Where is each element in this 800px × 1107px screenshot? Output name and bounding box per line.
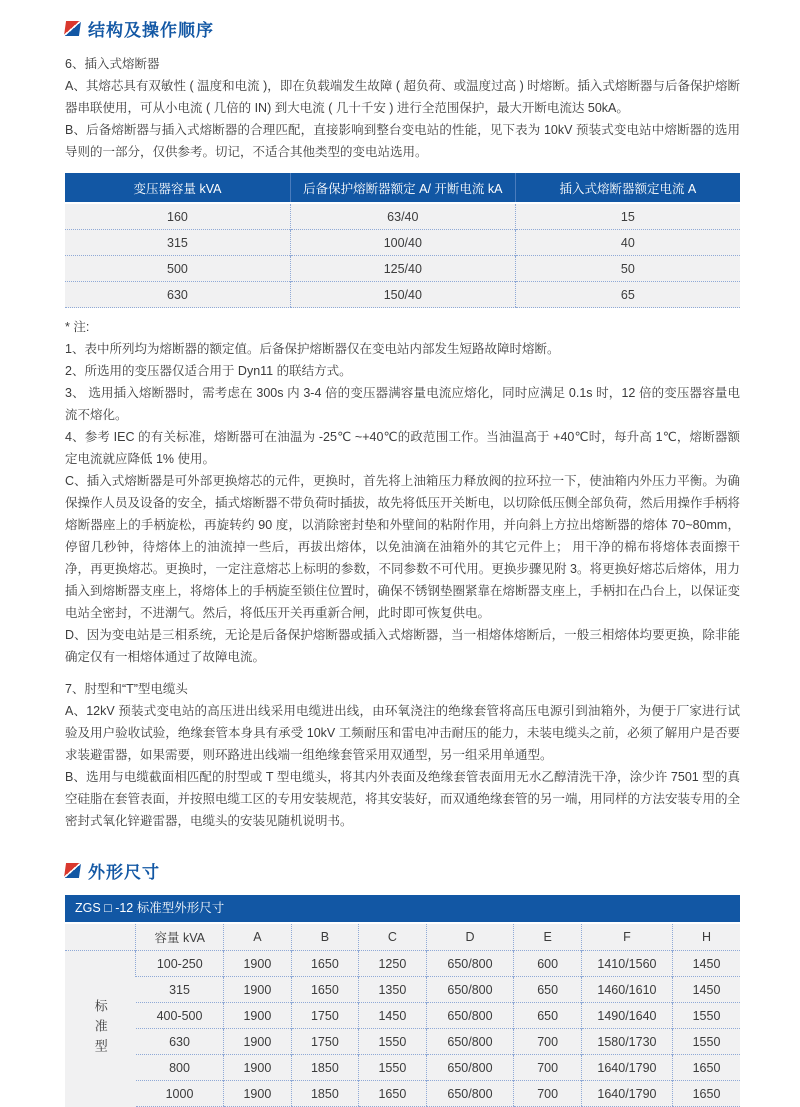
- row-group-label: 标准型: [65, 951, 136, 1107]
- table-cell: 1350: [359, 977, 427, 1003]
- table-cell: 1850: [291, 1055, 359, 1081]
- table-cell: 1640/1790: [581, 1081, 672, 1107]
- table-cell: 1750: [291, 1029, 359, 1055]
- table-cell: 700: [514, 1029, 582, 1055]
- section-title: 结构及操作顺序: [88, 21, 214, 40]
- table-row: [65, 230, 740, 256]
- para-7b: B、选用与电缆截面相匹配的肘型或 T 型电缆头，将其内外表面及绝缘套管表面用无水乙醇清洗干净，涂少许 7501 型的真空硅脂在套管表面，并按照电缆工区的专用安装规范，将其安装好，而双通绝缘套管的另一端，用同样的方法安装专用的全密封式氧化锌避雷器，电缆头的安装见随机说明书。: [65, 770, 741, 828]
- dimensions-table: [65, 922, 740, 1107]
- stub-header-cell: [65, 923, 136, 951]
- table-cell: 650/800: [426, 977, 514, 1003]
- table-row: [65, 1003, 740, 1029]
- table-cell: 1550: [359, 1029, 427, 1055]
- col-header: B: [291, 923, 359, 951]
- table-row: [65, 203, 740, 230]
- table-cell: 1650: [291, 977, 359, 1003]
- table-cell: 1650: [673, 1081, 741, 1107]
- table-cell: 1650: [359, 1081, 427, 1107]
- table-cell: 1460/1610: [581, 977, 672, 1003]
- table-cell: 600: [514, 951, 582, 977]
- section-title: 外形尺寸: [88, 863, 160, 882]
- note-d: D、因为变电站是三相系统，无论是后备保护熔断器或插入式熔断器，当一相熔体熔断后，一般三相熔体均要更换，除非能确定仅有一相熔体通过了故障电流。: [65, 628, 740, 664]
- notes-title: * 注:: [65, 320, 90, 334]
- table-row: [65, 1081, 740, 1107]
- table-cell: 100-250: [136, 951, 224, 977]
- table-cell: 700: [514, 1055, 582, 1081]
- table-cell: 50: [515, 256, 740, 282]
- table-cell: 1450: [673, 951, 741, 977]
- table-cell: 650: [514, 1003, 582, 1029]
- table-cell: 1410/1560: [581, 951, 672, 977]
- table-cell: 650: [514, 977, 582, 1003]
- section-7-block: [65, 678, 740, 832]
- col-header: 插入式熔断器额定电流 A: [515, 173, 740, 203]
- section-corner-icon: [64, 21, 81, 36]
- col-header: 容量 kVA: [136, 923, 224, 951]
- para-6b: B、后备熔断器与插入式熔断器的合理匹配，直接影响到整台变电站的性能，见下表为 10kV 预装式变电站中熔断器的选用导则的一部分，仅供参考。切记，不适合其他类型的变电站选用。: [65, 123, 740, 159]
- table-row: [65, 1029, 740, 1055]
- table-cell: 1900: [224, 1003, 292, 1029]
- col-header: 后备保护熔断器额定 A/ 开断电流 kA: [290, 173, 515, 203]
- table-header-row: [65, 173, 740, 203]
- table-cell: 1250: [359, 951, 427, 977]
- table-row: [65, 256, 740, 282]
- table-cell: 1640/1790: [581, 1055, 672, 1081]
- table-cell: 1450: [359, 1003, 427, 1029]
- table-cell: 650/800: [426, 1003, 514, 1029]
- table-cell: 1850: [291, 1081, 359, 1107]
- table-cell: 800: [136, 1055, 224, 1081]
- table-cell: 1750: [291, 1003, 359, 1029]
- notes-block: [65, 316, 740, 668]
- note-1: 1、表中所列均为熔断器的额定值。后备保护熔断器仅在变电站内部发生短路故障时熔断。: [65, 342, 560, 356]
- dimensions-table-title: ZGS □ -12 标准型外形尺寸: [65, 895, 740, 922]
- table-cell: 1900: [224, 1055, 292, 1081]
- section-header-dimensions: [65, 858, 740, 883]
- table-row: [65, 1055, 740, 1081]
- table-cell: 1550: [673, 1029, 741, 1055]
- table-cell: 1650: [673, 1055, 741, 1081]
- table-cell: 1490/1640: [581, 1003, 672, 1029]
- col-header: D: [426, 923, 514, 951]
- table-row: [65, 977, 740, 1003]
- table-cell: 63/40: [290, 203, 515, 230]
- note-c: C、插入式熔断器是可外部更换熔芯的元件，更换时，首先将上油箱压力释放阀的拉环拉一下，使油箱内外压力平衡。为确保操作人员及设备的安全，插式熔断器不带负荷时插拔，故先将低压开关断电，以切除低压侧全部负荷，然后用操作手柄将熔断器座上的手柄旋松，再旋转约 90 度，以消除密封垫和外壁间的粘附作用，并向斜上方拉出熔断器的熔体 70~80mm，停留几秒钟，待熔体上的油流掉一些后，再拔出熔体，以免油滴在油箱外的其它元件上； 用干净的棉布将熔体表面擦干净，再更换熔芯。更换时，一定注意熔芯上标明的参数，不同参数不可代用。更换步骤见附 3。将更换好熔芯后熔体，用力插入到熔断器支座上，将熔体上的手柄旋至锁住位置时，确保不锈钢垫圈紧靠在熔断器支座上，手柄扣在凸台上，以保证变电站全密封，不进潮气。然后，将低压开关再重新合闸，此时即可恢复供电。: [65, 474, 741, 620]
- para-6a: A、其熔芯具有双敏性 ( 温度和电流 )，即在负载端发生故障 ( 超负荷、或温度过高 ) 时熔断。插入式熔断器与后备保护熔断器串联使用，可从小电流 ( 几倍的 IN) 到大电流 ( 几十千安 ) 进行全范围保护，最大开断电流达 50kA。: [65, 79, 740, 115]
- dimensions-table-wrap: [65, 895, 740, 1107]
- table-cell: 15: [515, 203, 740, 230]
- table-cell: 100/40: [290, 230, 515, 256]
- para-7-title: 7、肘型和“T”型电缆头: [65, 682, 188, 696]
- note-4: 4、参考 IEC 的有关标准，熔断器可在油温为 -25℃ ~+40℃的政范围工作。当油温高于 +40℃时，每升高 1℃，熔断器额定电流就应降低 1% 使用。: [65, 430, 740, 466]
- table-cell: 1900: [224, 1081, 292, 1107]
- note-2: 2、所选用的变压器仅适合用于 Dyn11 的联结方式。: [65, 364, 352, 378]
- col-header: H: [673, 923, 741, 951]
- fuse-selection-table: [65, 173, 740, 308]
- table-row: [65, 951, 740, 977]
- table-cell: 65: [515, 282, 740, 308]
- table-cell: 315: [136, 977, 224, 1003]
- col-header: C: [359, 923, 427, 951]
- table-cell: 1900: [224, 951, 292, 977]
- table-cell: 1580/1730: [581, 1029, 672, 1055]
- col-header: F: [581, 923, 672, 951]
- table-cell: 1900: [224, 977, 292, 1003]
- table-cell: 1550: [359, 1055, 427, 1081]
- table-cell: 650/800: [426, 1029, 514, 1055]
- table-cell: 125/40: [290, 256, 515, 282]
- table-cell: 650/800: [426, 951, 514, 977]
- table-cell: 700: [514, 1081, 582, 1107]
- section-header-structure: [65, 16, 740, 41]
- table-cell: 650/800: [426, 1055, 514, 1081]
- table-cell: 630: [65, 282, 290, 308]
- table-cell: 315: [65, 230, 290, 256]
- para-7a: A、12kV 预装式变电站的高压进出线采用电缆进出线，由环氧浇注的绝缘套管将高压电源引到油箱外，为便于厂家进行试验及用户验收试验，绝缘套管本身具有承受 10kV 工频耐压和雷电冲击耐压的能力，未装电缆头之前，必须了解用户是否要求装避雷器，如果需要，则环路进出线端一组绝缘套管采用双通型，另一组采用单通型。: [65, 704, 740, 762]
- col-header: A: [224, 923, 292, 951]
- col-header: E: [514, 923, 582, 951]
- col-header: 变压器容量 kVA: [65, 173, 290, 203]
- table-header-row: [65, 923, 740, 951]
- table-row: [65, 282, 740, 308]
- table-cell: 630: [136, 1029, 224, 1055]
- note-3: 3、 选用插入熔断器时，需考虑在 300s 内 3-4 倍的变压器满容量电流应熔化，同时应满足 0.1s 时，12 倍的变压器容量电流不熔化。: [65, 386, 740, 422]
- table-cell: 400-500: [136, 1003, 224, 1029]
- table-cell: 650/800: [426, 1081, 514, 1107]
- table-cell: 1450: [673, 977, 741, 1003]
- table-cell: 40: [515, 230, 740, 256]
- para-6-title: 6、插入式熔断器: [65, 57, 160, 71]
- section-corner-icon: [64, 863, 81, 878]
- table-cell: 160: [65, 203, 290, 230]
- table-cell: 150/40: [290, 282, 515, 308]
- table-cell: 1900: [224, 1029, 292, 1055]
- table-cell: 1650: [291, 951, 359, 977]
- table-cell: 500: [65, 256, 290, 282]
- table-cell: 1000: [136, 1081, 224, 1107]
- table-cell: 1550: [673, 1003, 741, 1029]
